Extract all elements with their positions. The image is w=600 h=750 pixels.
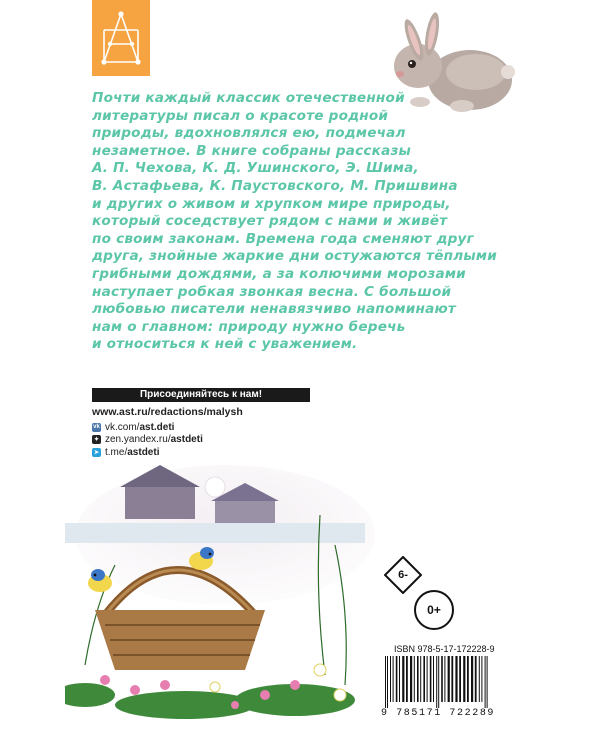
age-rating-diamond [384,556,422,594]
join-us-banner: Присоединяйтесь к нам! [92,388,310,402]
description-line: друга, знойные жаркие дни остужаются тёплыми [92,248,497,265]
description-line: природы, вдохновлялся ею, подмечал [92,125,406,142]
description-line: В. Астафьева, К. Паустовского, М. Пришвина [92,177,458,194]
social-link-handle: ast.deti [139,421,175,433]
description-line: и других о живом и хрупком мире природы, [92,195,451,212]
social-link-prefix: t.me/ [105,446,128,458]
telegram-icon: ➤ [93,449,100,456]
description-line: нам о главном: природу нужно беречь [92,318,406,335]
zen-icon: ✦ [93,437,100,444]
description-line: грибными дождями, а за колючими морозами [92,265,466,282]
nature-illustration [65,465,375,730]
isbn-label: ISBN 978-5-17-172228-9 [394,644,495,654]
age-rating-label: 6- [398,569,408,581]
vk-icon: vk [93,424,100,431]
social-link-zen[interactable] [92,434,203,447]
social-link-prefix: zen.yandex.ru/ [105,434,171,446]
social-link-telegram[interactable] [92,446,203,459]
barcode-digits: 9 785171 722289 [381,708,496,719]
description-line: наступает робкая звонкая весна. С большой [92,283,452,300]
age-rating-circle: 0+ [414,590,454,630]
social-links [92,421,203,459]
description-line: любовью писатели ненавязчиво напоминают [92,301,456,318]
publisher-logo-icon [92,0,150,76]
social-link-handle: astdeti [170,434,203,446]
website-link[interactable]: www.ast.ru/redactions/malysh [92,406,243,418]
social-link-vk[interactable] [92,421,203,434]
description-line: А. П. Чехова, К. Д. Ушинского, Э. Шима, [92,160,419,177]
book-description [92,90,497,354]
description-line: Почти каждый классик отечественной [92,90,405,106]
description-line: незаметное. В книге собраны рассказы [92,142,412,159]
publisher-logo [92,0,150,76]
social-link-handle: astdeti [127,446,160,458]
description-line: и относиться к ней с уважением. [92,336,358,353]
description-line: литературы писал о красоте родной [92,107,389,124]
barcode [383,656,517,708]
description-line: по своим законам. Времена года сменяют друг [92,230,474,247]
social-link-prefix: vk.com/ [105,421,140,433]
description-line: который соседствует рядом с нами и живёт [92,213,448,230]
